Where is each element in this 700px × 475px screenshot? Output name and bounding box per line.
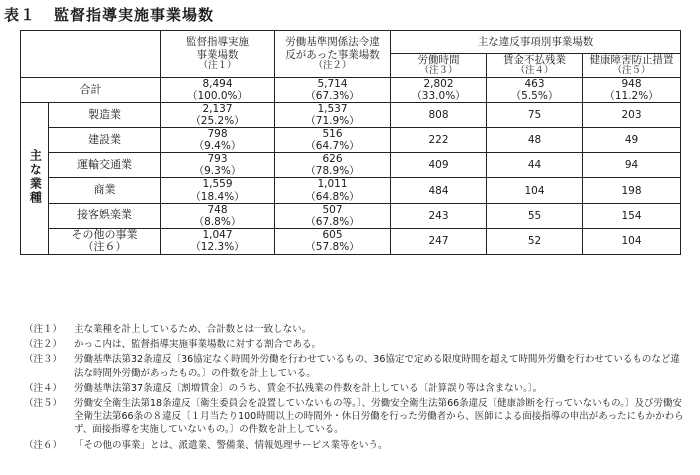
table-row: [21, 128, 681, 153]
row-health-measures: 49: [583, 128, 681, 153]
header-row-1: [21, 31, 681, 54]
row-working-hours: 222: [391, 128, 487, 153]
row-violations: [275, 203, 391, 228]
table-title: 監督指導実施事業場数: [54, 6, 215, 24]
row-inspected-pct: （9.3%）: [193, 165, 242, 178]
row-unpaid-overtime: 44: [487, 153, 583, 178]
row-inspected: [161, 203, 275, 228]
row-working-hours: 247: [391, 228, 487, 254]
footnote: [24, 338, 684, 351]
total-label: 合計: [21, 77, 161, 102]
total-unpaid-overtime-pct: （5.5%）: [510, 90, 559, 103]
row-violations-pct: （64.8%）: [305, 190, 360, 203]
industry-side-label-cell: [21, 103, 49, 255]
footnote: [24, 397, 684, 437]
row-label: 建設業: [49, 128, 161, 153]
row-health-measures: 104: [583, 228, 681, 254]
row-violations-pct: （71.9%）: [305, 115, 360, 128]
row-violations-value: 1,537: [317, 103, 348, 116]
footnote-text: 労働安全衛生法第18条違反〔衛生委員会を設置していないもの等。〕、労働安全衛生法第66条違反〔健康診断を行っていないもの。〕及び労働安全衛生法第66条の８違反〔１月当たり100時間以上の時間外・休日労働を行った労働者から、医師による面接指導の申出があったにもかかわらず、面接指導を実施していないもの。〕の件数を計上している。: [74, 398, 684, 436]
industry-side-label: 主な業種: [28, 149, 43, 206]
row-inspected: [161, 228, 275, 254]
footnote-tag: （注１）: [24, 324, 63, 335]
footnote: [24, 439, 684, 452]
row-violations-value: 626: [322, 153, 343, 166]
row-violations-pct: （67.8%）: [305, 215, 360, 228]
row-violations: [275, 128, 391, 153]
table-number: 表１: [4, 6, 37, 24]
row-unpaid-overtime: 55: [487, 203, 583, 228]
footnote-tag: （注６）: [24, 439, 63, 451]
row-label: 商業: [49, 178, 161, 203]
footnote: [24, 382, 684, 395]
row-violations-value: 516: [322, 128, 343, 141]
total-inspected: [161, 77, 275, 102]
header-violations-line1: 労働基準関係法令違: [285, 36, 380, 49]
row-working-hours: 808: [391, 103, 487, 128]
footnote: [24, 353, 684, 379]
total-working-hours-pct: （33.0%）: [411, 90, 466, 103]
row-violations-value: 1,011: [317, 178, 348, 191]
total-violations-value: 5,714: [317, 77, 348, 90]
total-violations-pct: （67.3%）: [305, 90, 360, 103]
row-inspected-pct: （9.4%）: [193, 140, 242, 153]
header-violations-line2: 反があった事業場数: [285, 48, 380, 61]
row-violations-value: 507: [322, 203, 343, 216]
row-label-note: （注６）: [82, 240, 127, 254]
row-unpaid-overtime: 75: [487, 103, 583, 128]
total-violations: [275, 77, 391, 102]
corner-cell: [21, 31, 161, 78]
row-label: 接客娯楽業: [49, 203, 161, 228]
total-health-measures-value: 948: [621, 77, 642, 90]
row-inspected-pct: （8.8%）: [193, 215, 242, 228]
total-inspected-value: 8,494: [202, 77, 233, 90]
header-inspected-line2: 事業場数: [196, 48, 239, 61]
row-health-measures: 203: [583, 103, 681, 128]
total-unpaid-overtime-value: 463: [524, 77, 545, 90]
header-working-hours-label: 労働時間: [417, 54, 460, 66]
table-row: [21, 103, 681, 128]
footnote-text: 労働基準法第32条違反〔36協定なく時間外労働を行わせているもの、36協定で定める限度時間を超えて時間外労働を行わせているものなど違法な時間外労働があったもの。〕の件数を計上している。: [74, 354, 680, 379]
table-row: [21, 228, 681, 254]
footnote-text: 労働基準法第37条違反〔割増賃金〕のうち、賃金不払残業の件数を計上している〔計算誤り等は含まない。〕。: [74, 382, 543, 394]
row-inspected-value: 1,559: [202, 178, 233, 191]
table-row: [21, 153, 681, 178]
row-inspected-value: 748: [207, 203, 228, 216]
total-working-hours: [391, 77, 487, 102]
row-violations: [275, 153, 391, 178]
row-inspected-value: 1,047: [202, 229, 233, 242]
header-unpaid-overtime-note: （注４）: [515, 65, 554, 77]
total-row: [21, 77, 681, 102]
header-inspected-line1: 監督指導実施: [186, 36, 249, 49]
row-inspected-pct: （12.3%）: [190, 241, 245, 254]
total-health-measures-pct: （11.2%）: [604, 90, 659, 103]
footnote-text: かっこ内は、監督指導実施事業場数に対する割合である。: [74, 339, 322, 351]
row-label: 運輸交通業: [49, 153, 161, 178]
header-working-hours: [391, 54, 487, 78]
row-inspected-value: 793: [207, 153, 228, 166]
total-unpaid-overtime: [487, 77, 583, 102]
total-inspected-pct: （100.0%）: [186, 90, 249, 103]
row-health-measures: 94: [583, 153, 681, 178]
row-violations: [275, 228, 391, 254]
row-violations-pct: （57.8%）: [305, 241, 360, 254]
header-violations: [275, 31, 391, 78]
header-unpaid-overtime-label: 賃金不払残業: [503, 54, 566, 66]
header-working-hours-note: （注３）: [419, 65, 458, 77]
header-violations-note: （注２）: [313, 59, 352, 71]
total-health-measures: [583, 77, 681, 102]
row-health-measures: 198: [583, 178, 681, 203]
header-health-measures: [583, 54, 681, 78]
footnote-tag: （注２）: [24, 339, 63, 351]
row-inspected-pct: （18.4%）: [190, 190, 245, 203]
row-inspected-pct: （25.2%）: [190, 115, 245, 128]
row-inspected: [161, 153, 275, 178]
row-unpaid-overtime: 48: [487, 128, 583, 153]
header-unpaid-overtime: [487, 54, 583, 78]
row-inspected: [161, 178, 275, 203]
row-working-hours: 484: [391, 178, 487, 203]
row-working-hours: 243: [391, 203, 487, 228]
row-violations-value: 605: [322, 229, 343, 242]
header-health-measures-label: 健康障害防止措置: [589, 54, 674, 66]
row-violations: [275, 178, 391, 203]
footnote-tag: （注５）: [24, 398, 63, 410]
row-unpaid-overtime: 52: [487, 228, 583, 254]
footnote-text: 主な業種を計上しているため、合計数とは一致しない。: [74, 324, 312, 335]
footnote-text: 「その他の事業」とは、派遣業、警備業、情報処理サービス業等をいう。: [74, 439, 388, 451]
inspection-table: [20, 30, 681, 255]
row-inspected: [161, 103, 275, 128]
header-group: 主な違反事項別事業場数: [391, 31, 681, 54]
row-label: その他の事業: [71, 227, 138, 241]
footnote-tag: （注３）: [24, 354, 63, 366]
row-label-cell: [49, 228, 161, 254]
footnote: [24, 323, 684, 336]
document-title: [4, 4, 214, 25]
row-violations-pct: （78.9%）: [305, 165, 360, 178]
row-health-measures: 154: [583, 203, 681, 228]
table-row: [21, 203, 681, 228]
header-health-measures-note: （注５）: [612, 65, 651, 77]
header-inspected-note: （注１）: [198, 59, 237, 71]
row-unpaid-overtime: 104: [487, 178, 583, 203]
header-inspected: [161, 31, 275, 78]
row-inspected-value: 798: [207, 128, 228, 141]
table-row: [21, 178, 681, 203]
row-inspected: [161, 128, 275, 153]
footnotes: [24, 323, 684, 454]
footnote-tag: （注４）: [24, 382, 63, 394]
row-violations-pct: （64.7%）: [305, 140, 360, 153]
row-label: 製造業: [49, 103, 161, 128]
total-working-hours-value: 2,802: [423, 77, 454, 90]
row-violations: [275, 103, 391, 128]
row-inspected-value: 2,137: [202, 103, 233, 116]
row-working-hours: 409: [391, 153, 487, 178]
